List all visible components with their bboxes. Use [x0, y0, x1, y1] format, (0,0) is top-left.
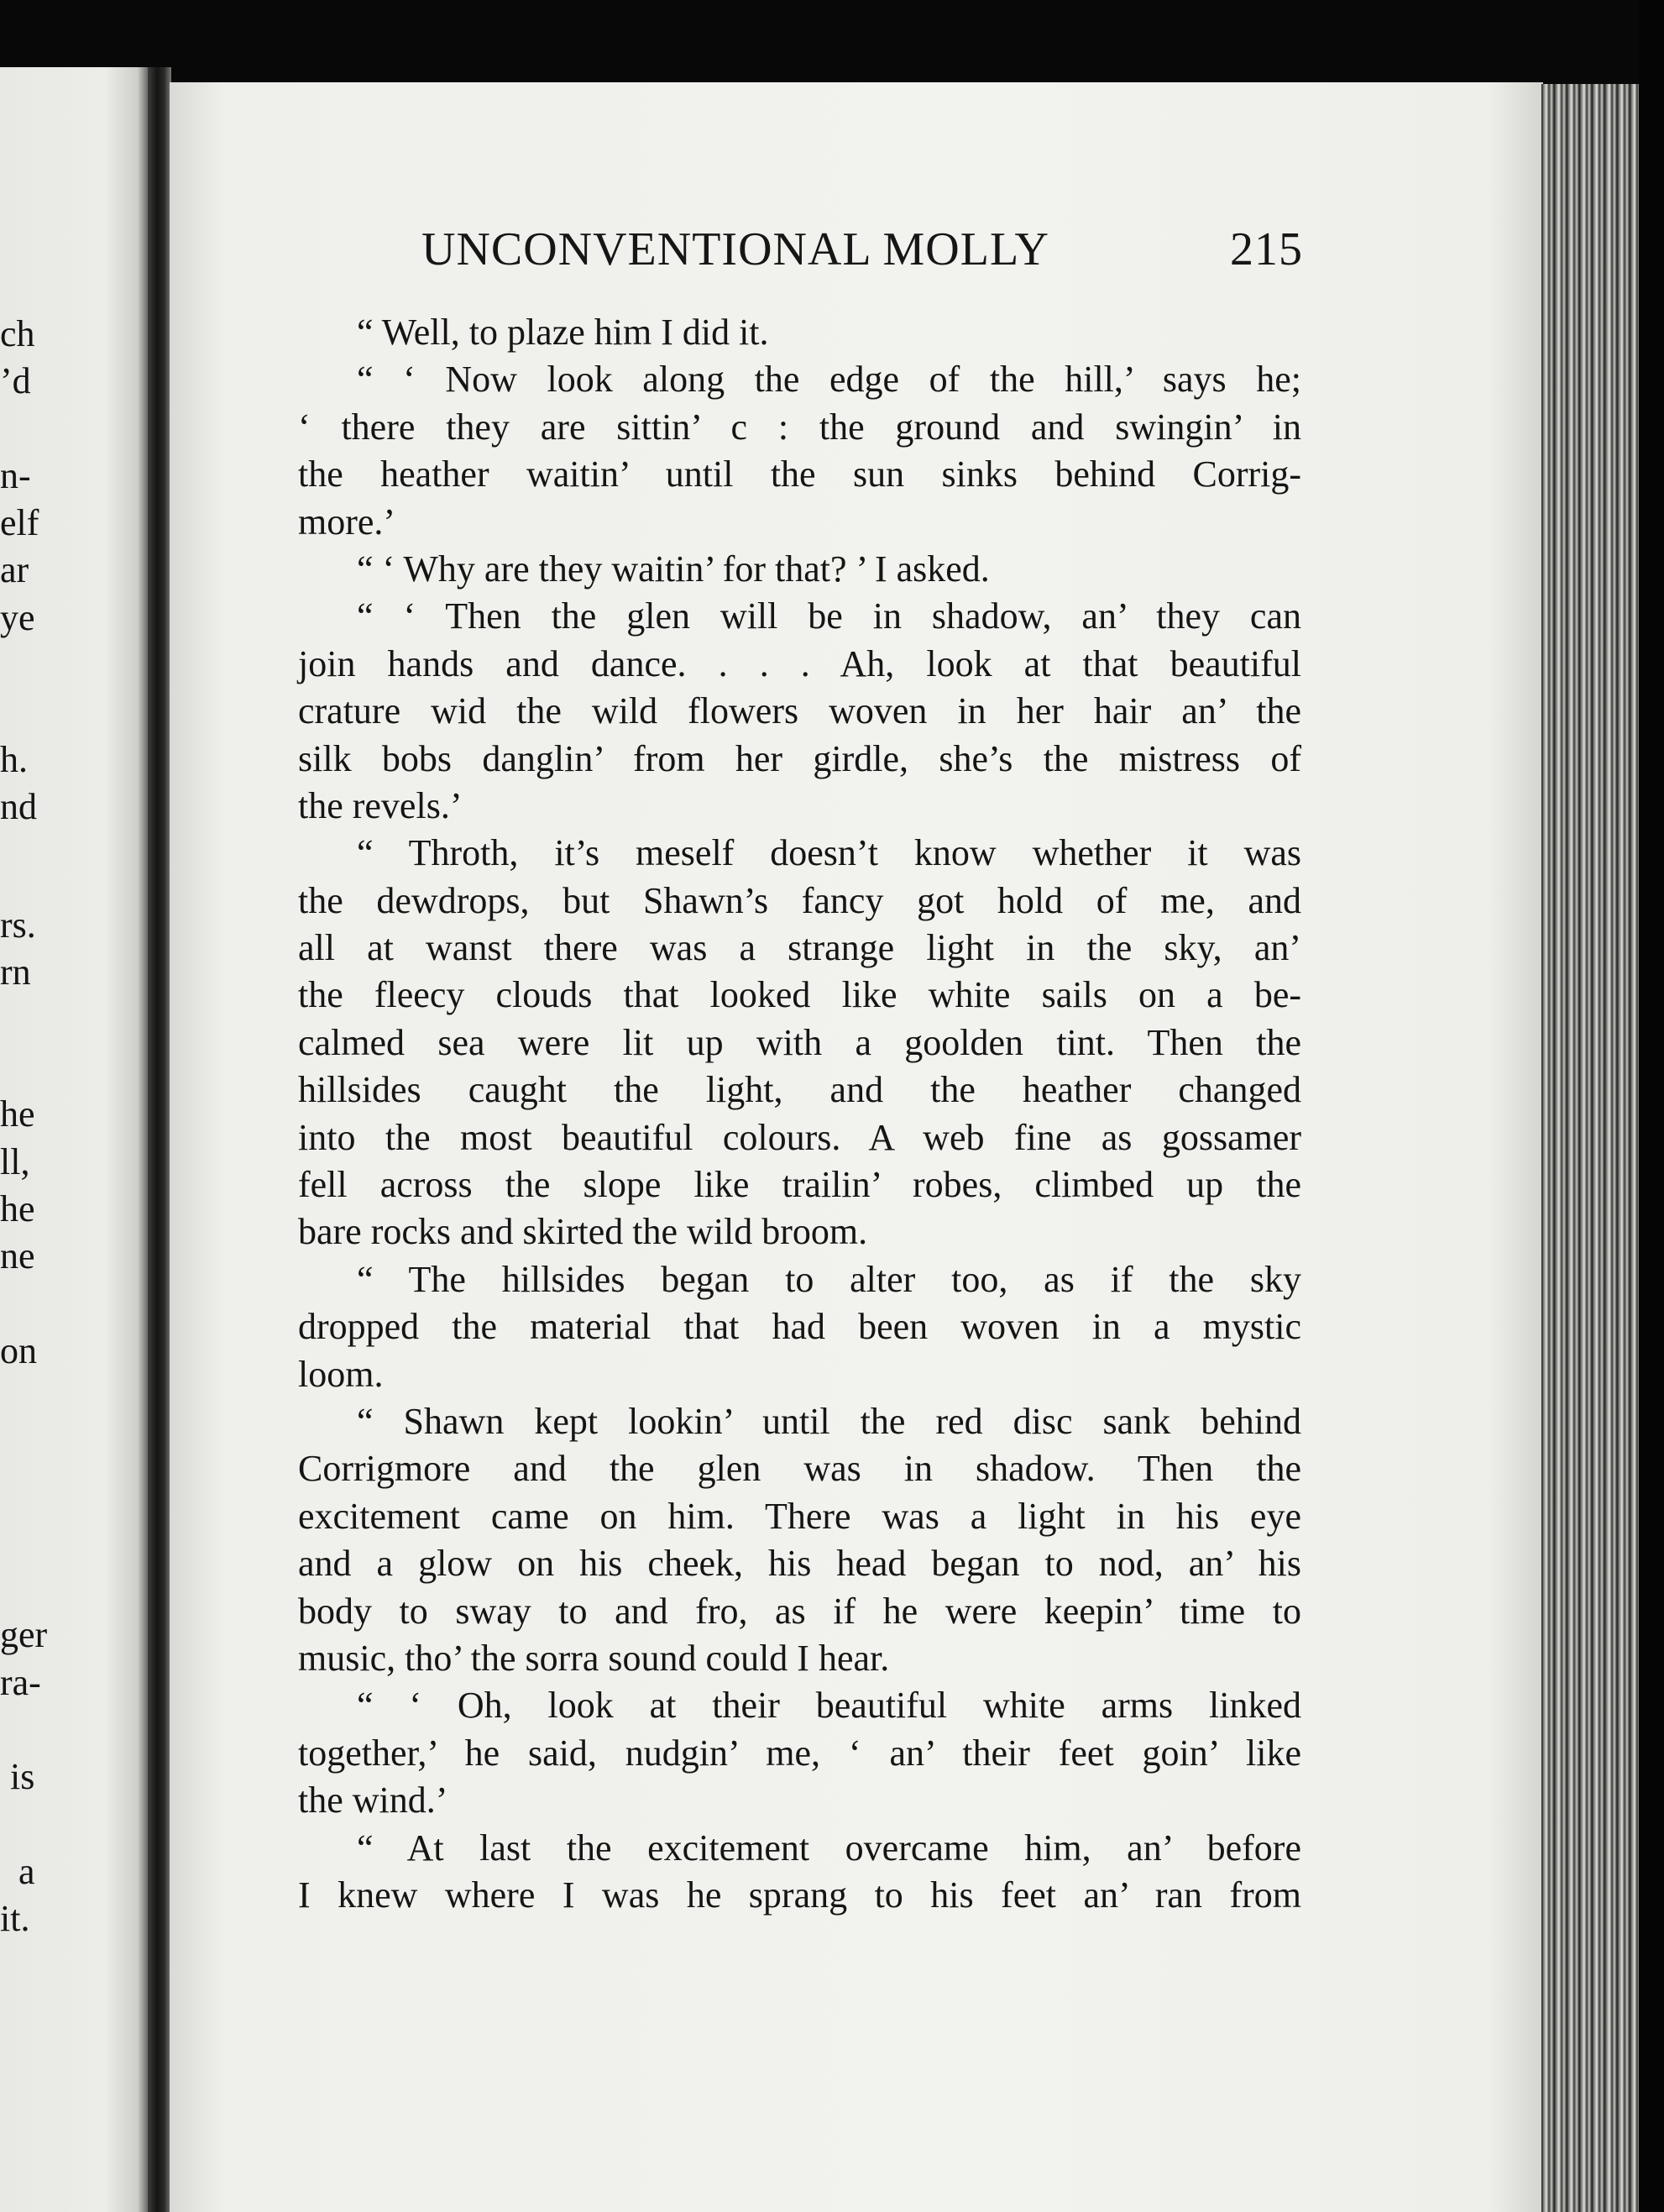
- left-page-fragment: he: [0, 1188, 35, 1229]
- body-text: [298, 309, 1301, 1919]
- text-line: silk bobs danglin’ from her girdle, she’s the mistress of: [298, 737, 1301, 779]
- left-page-fragment: it.: [0, 1898, 30, 1939]
- text-line: the heather waitin’ until the sun sinks behind Corrig-: [298, 453, 1301, 495]
- text-line: calmed sea were lit up with a goolden tint. Then the: [298, 1021, 1301, 1063]
- text-line: “ The hillsides began to alter too, as if the sky: [357, 1258, 1301, 1300]
- text-line: “ ‘ Then the glen will be in shadow, an’ they can: [357, 595, 1301, 637]
- left-page-fragment: nd: [0, 786, 37, 827]
- running-title: UNCONVENTIONAL MOLLY: [421, 223, 1049, 275]
- text-line: “ Throth, it’s meself doesn’t know whether it was: [357, 832, 1301, 874]
- page-edges: [1541, 84, 1642, 2212]
- left-page-fragment: ar: [0, 549, 29, 590]
- left-page-fragment: ger: [0, 1614, 48, 1655]
- text-line: “ ‘ Now look along the edge of the hill,’ says he;: [357, 359, 1301, 401]
- text-line: all at wanst there was a strange light in the sky, an’: [298, 927, 1301, 969]
- text-line: I knew where I was he sprang to his feet an’ ran from: [298, 1874, 1301, 1916]
- left-page-fragment: is: [10, 1756, 35, 1797]
- text-line: excitement came on him. There was a light in his eye: [298, 1495, 1301, 1537]
- text-line: “ ‘ Why are they waitin’ for that? ’ I asked.: [357, 548, 990, 590]
- left-page-fragment: ne: [0, 1235, 35, 1276]
- text-line: the dewdrops, but Shawn’s fancy got hold of me, and: [298, 879, 1301, 921]
- scanner-background-top: [0, 0, 1664, 92]
- left-page-fragment: h.: [0, 739, 28, 780]
- text-line: dropped the material that had been woven in a mystic: [298, 1306, 1301, 1348]
- book-gutter: [148, 67, 171, 2212]
- text-line: the wind.’: [298, 1780, 448, 1821]
- left-page-fragment: ’d: [0, 360, 31, 401]
- text-line: music, tho’ the sorra sound could I hear.: [298, 1637, 890, 1679]
- left-page-fragment: ra-: [0, 1662, 41, 1703]
- text-line: fell across the slope like trailin’ robes, climbed up the: [298, 1164, 1301, 1206]
- text-line: into the most beautiful colours. A web fine as gossamer: [298, 1116, 1301, 1158]
- left-page-fragment: n-: [0, 455, 31, 496]
- left-page-fragment: he: [0, 1093, 35, 1135]
- text-line: loom.: [298, 1353, 384, 1395]
- left-page-fragment: elf: [0, 502, 39, 543]
- facing-page-left: [0, 67, 149, 2212]
- text-line: more.’: [298, 501, 396, 543]
- scanner-background-right: [1639, 0, 1664, 2212]
- text-line: crature wid the wild flowers woven in her hair an’ the: [298, 690, 1301, 732]
- text-line: body to sway to and fro, as if he were keepin’ time to: [298, 1590, 1301, 1632]
- text-line: “ At last the excitement overcame him, an’ before: [357, 1827, 1301, 1869]
- text-line: ‘ there they are sittin’ c : the ground and swingin’ in: [298, 406, 1301, 448]
- text-line: and a glow on his cheek, his head began to nod, an’ his: [298, 1543, 1301, 1585]
- left-page-fragment: rn: [0, 951, 31, 993]
- left-page-fragment: rs.: [0, 904, 36, 946]
- left-page-fragment: on: [0, 1330, 37, 1371]
- running-header: [421, 223, 1303, 281]
- left-page-fragment: ye: [0, 597, 35, 638]
- text-line: join hands and dance. . . . Ah, look at that beautiful: [298, 642, 1301, 684]
- text-line: Corrigmore and the glen was in shadow. Then the: [298, 1448, 1301, 1490]
- left-page-fragment: a: [18, 1851, 35, 1892]
- text-line: the fleecy clouds that looked like white sails on a be-: [298, 974, 1301, 1016]
- left-page-fragment: ch: [0, 313, 35, 354]
- text-line: bare rocks and skirted the wild broom.: [298, 1211, 868, 1253]
- left-page-fragment: ll,: [0, 1141, 30, 1182]
- text-line: hillsides caught the light, and the heather changed: [298, 1069, 1301, 1111]
- text-line: together,’ he said, nudgin’ me, ‘ an’ their feet goin’ like: [298, 1732, 1301, 1774]
- text-line: “ Shawn kept lookin’ until the red disc sank behind: [357, 1400, 1301, 1442]
- text-line: the revels.’: [298, 784, 463, 826]
- text-line: “ Well, to plaze him I did it.: [357, 312, 769, 353]
- page-number: 215: [1230, 223, 1303, 275]
- text-line: “ ‘ Oh, look at their beautiful white arms linked: [357, 1685, 1301, 1727]
